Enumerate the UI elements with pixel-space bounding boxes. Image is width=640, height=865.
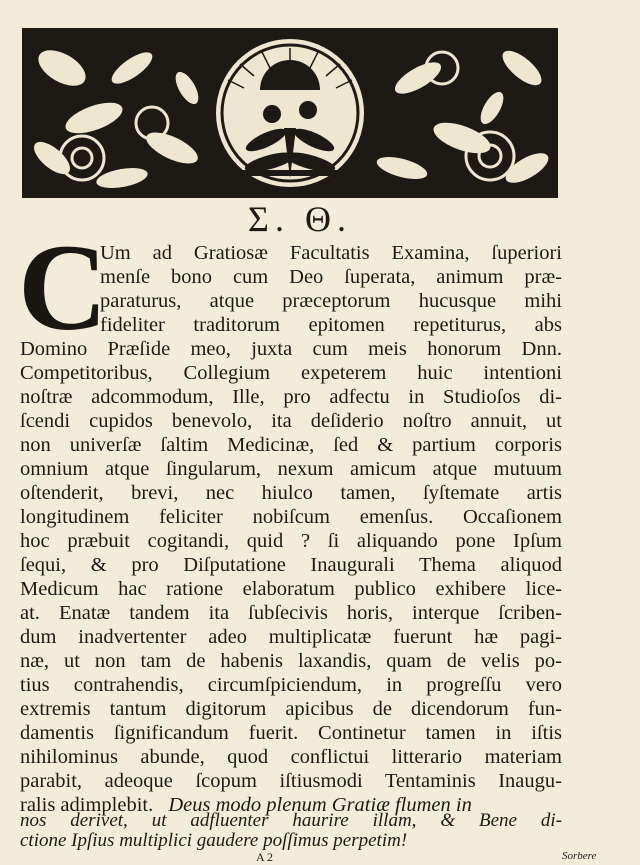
text-line: omnium atque ſingularum, nexum amicum atque mutuum	[20, 458, 562, 480]
text-line: Medicum hac ratione elaboratum publico exhibere lice-	[20, 578, 562, 600]
italic-fragment: Deus modo plenum Gratiæ flumen in	[168, 794, 472, 816]
text-line: fideliter traditorum epitomen repetiturus, abs	[100, 314, 562, 336]
text-line: oſtenderit, brevi, nec hiulco tamen, ſyſtemate artis	[20, 482, 562, 504]
text-line: ſequi, & pro Diſputatione Inaugurali Thema aliquod	[20, 554, 562, 576]
text-line: parabit, adeoque ſcopum iſtiusmodi Tentaminis Inaugu-	[20, 770, 562, 792]
text-line: Competitoribus, Collegium expeterem huic intentioni	[20, 362, 562, 384]
text-line: ſcendi cupidos benevolo, ita deſiderio noſtro annuit, ut	[20, 410, 562, 432]
woodcut-headpiece	[22, 28, 558, 198]
text-line: noſtræ adcommodum, Ille, pro adfectu in Studioſos di-	[20, 386, 562, 408]
text-line: næ, ut non tam de habenis laxandis, quam de velis po-	[20, 650, 562, 672]
text-line: non univerſæ ſaltim Medicinæ, ſed & partium corporis	[20, 434, 562, 456]
text-fragment: ralis adimplebit.	[20, 794, 154, 816]
italic-line: ctione Ipſius multiplici gaudere poſſimus perpetim!	[20, 830, 408, 851]
text-line: extremis tantum digitorum apicibus de dicendorum fun-	[20, 698, 562, 720]
text-line: Domino Præſide meo, juxta cum meis honorum Dnn.	[20, 338, 562, 360]
catchword: Sorbere	[562, 850, 597, 862]
text-line: at. Enatæ tandem ita ſubſecivis horis, interque ſcriben-	[20, 602, 562, 624]
text-line: tius contrahendis, circumſpiciendum, in progreſſu vero	[20, 674, 562, 696]
drop-cap: C	[18, 219, 108, 356]
text-line: paraturus, atque præceptorum hucusque mihi	[100, 290, 562, 312]
text-line: nihilominus abunde, quod conflictui litterario materiam	[20, 746, 562, 768]
signature-mark: A 2	[256, 850, 274, 864]
italic-line: nos derivet, ut adfluenter haurire illam, & Bene di-	[20, 810, 562, 831]
text-line: Um ad Gratiosæ Facultatis Examina, ſuperiori	[100, 242, 562, 264]
text-line: longitudinem feliciter nobiſcum emenſus. Occaſionem	[20, 506, 562, 528]
text-line: menſe bono cum Deo ſuperata, animum præ-	[100, 266, 562, 288]
text-line: damentis ſignificandum fuerit. Continetur tamen in iſtis	[20, 722, 562, 744]
text-line: dum inadvertenter adeo multiplicatæ fuerunt hæ pagi-	[20, 626, 562, 648]
text-line: hoc præbuit cogitandi, quid ? ſi aliquando pone Ipſum	[20, 530, 562, 552]
section-heading: Σ. Θ.	[248, 199, 352, 239]
